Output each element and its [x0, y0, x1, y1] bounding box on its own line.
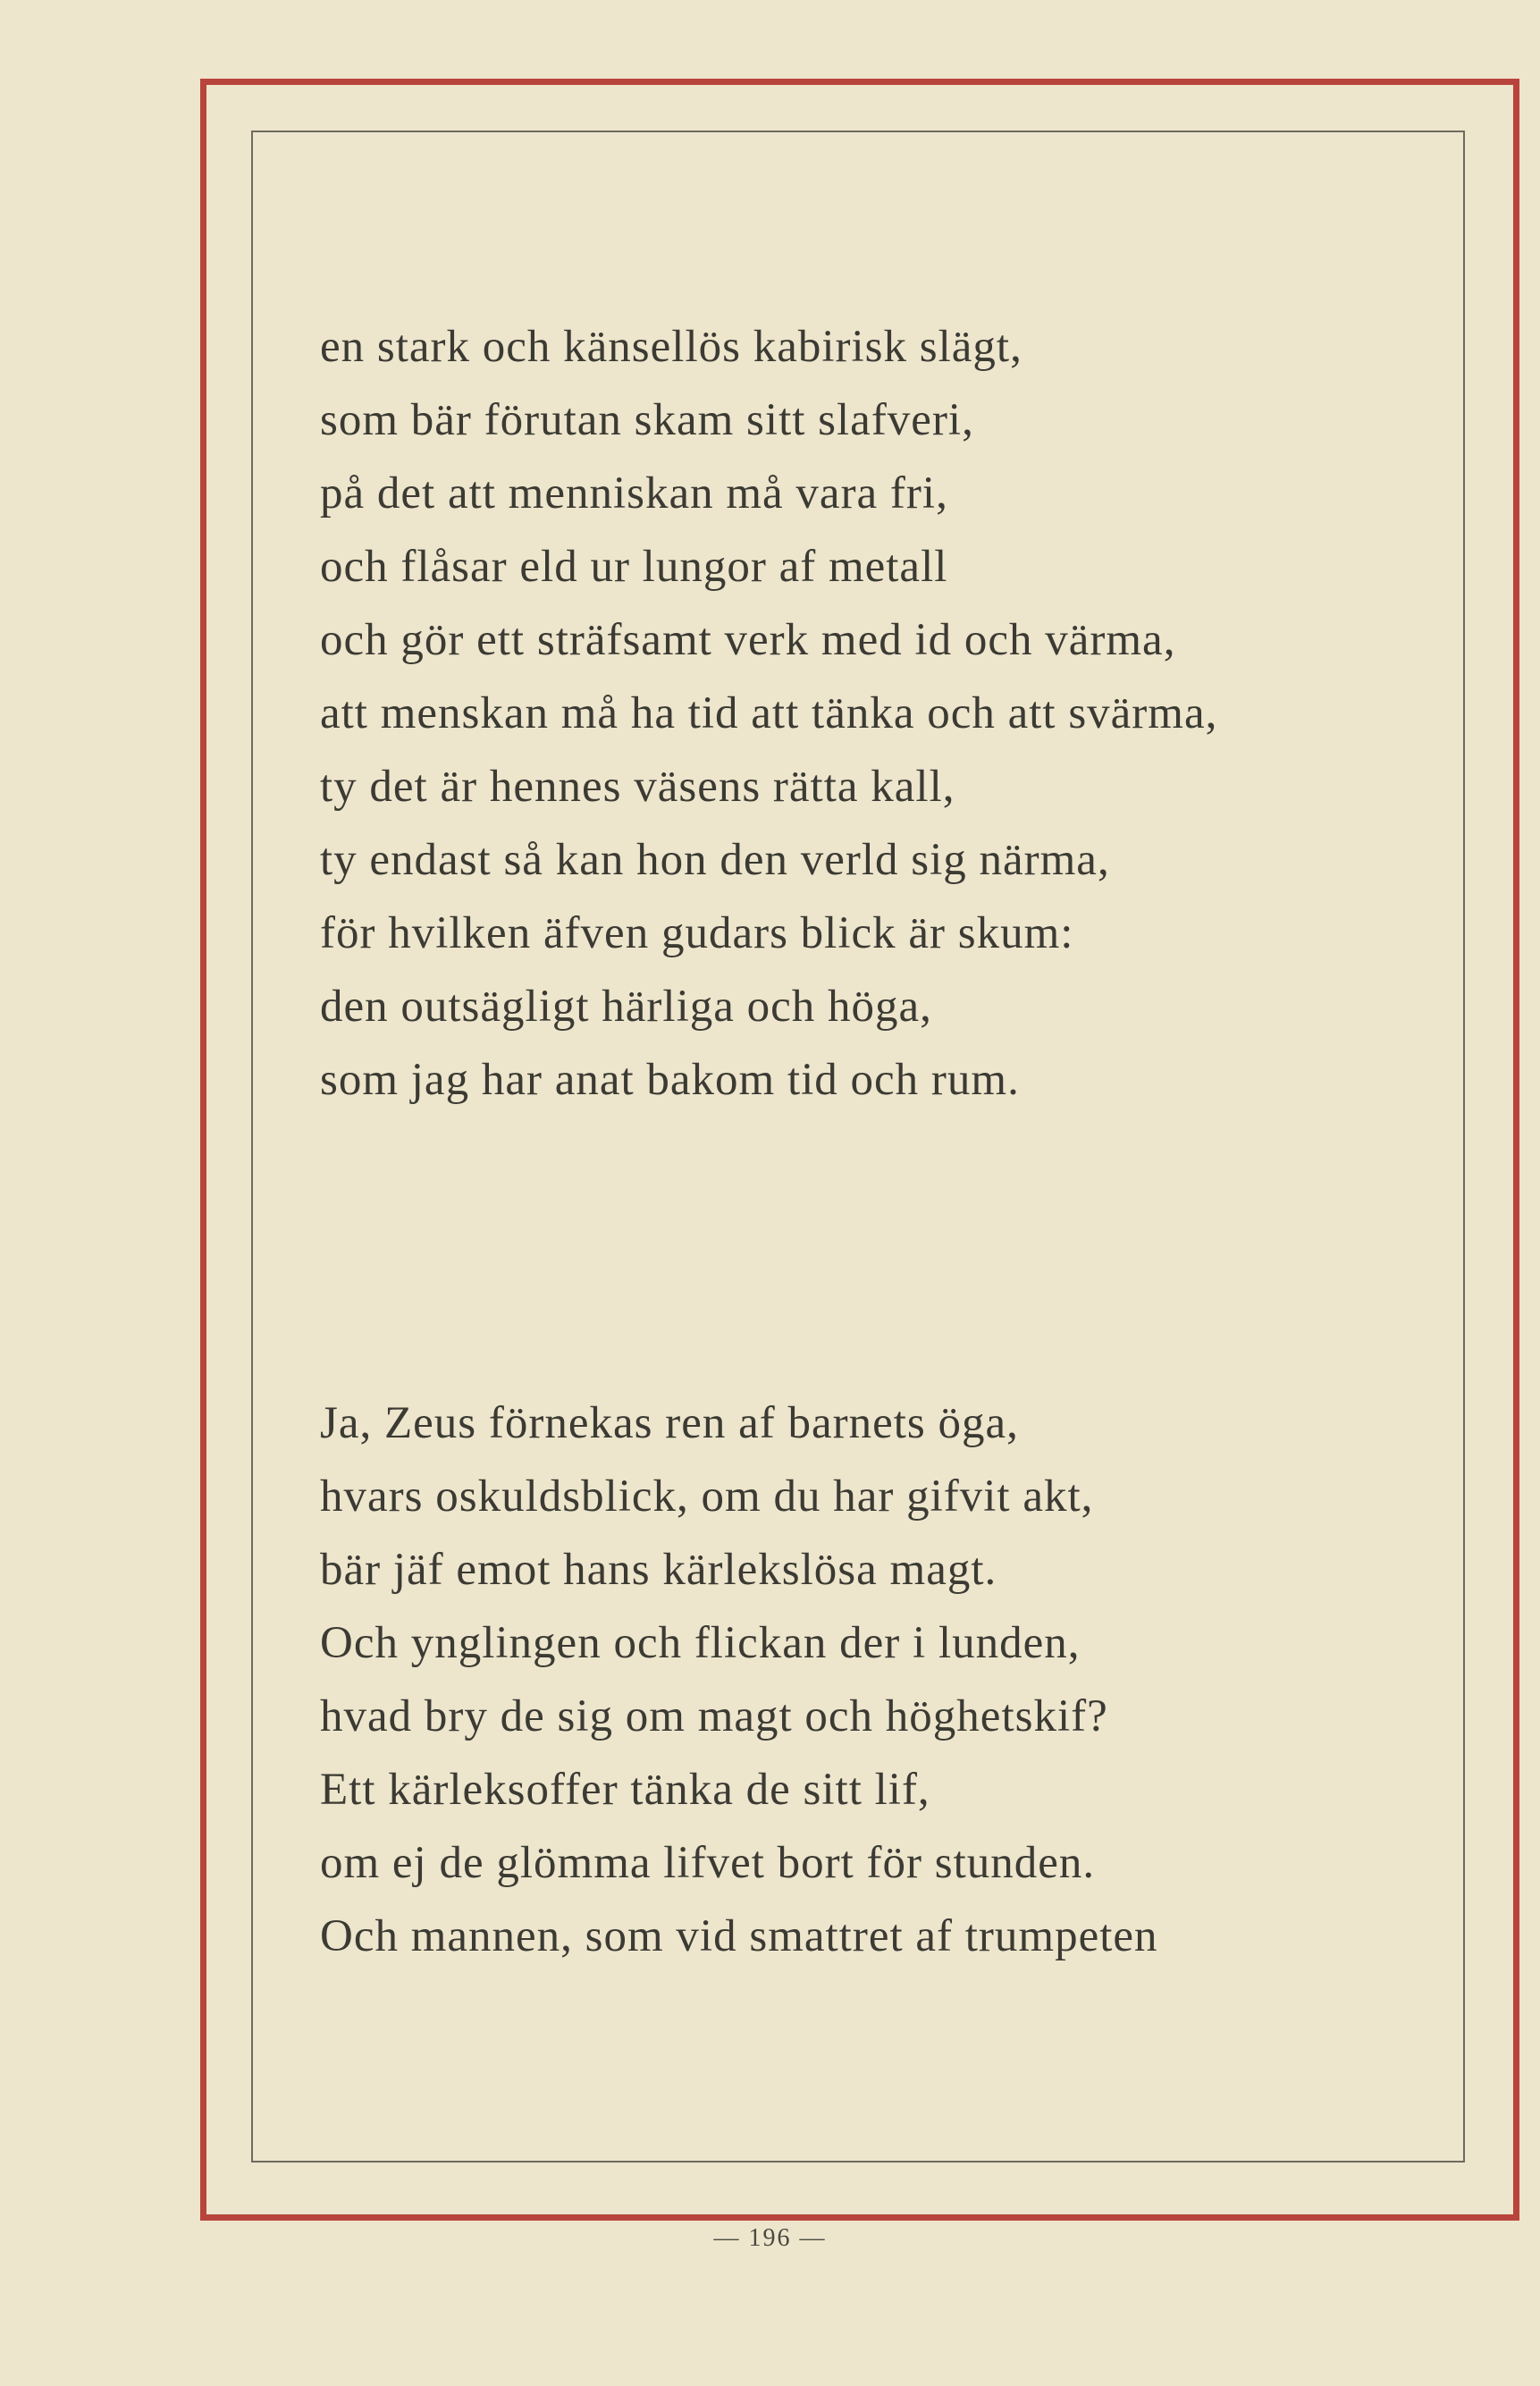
verse-line: och gör ett sträfsamt verk med id och värma, — [320, 615, 1176, 665]
verse-line: som jag har anat bakom tid och rum. — [320, 1055, 1020, 1105]
verse-line: på det att menniskan må vara fri, — [320, 468, 948, 519]
verse-line: den outsägligt härliga och höga, — [320, 982, 932, 1032]
page-number: — 196 — — [713, 2224, 827, 2252]
verse-line: bär jäf emot hans kärlekslösa magt. — [320, 1545, 997, 1595]
verse-line: ty endast så kan hon den verld sig närma, — [320, 835, 1110, 885]
verse-line: Ett kärleksoffer tänka de sitt lif, — [320, 1765, 930, 1815]
verse-line: Och ynglingen och flickan der i lunden, — [320, 1618, 1081, 1668]
verse-line: och flåsar eld ur lungor af metall — [320, 542, 948, 592]
verse-line: en stark och känsellös kabirisk slägt, — [320, 322, 1022, 372]
verse-line: Ja, Zeus förnekas ren af barnets öga, — [320, 1398, 1019, 1448]
verse-line: att menskan må ha tid att tänka och att svärma, — [320, 688, 1218, 738]
stanza-1 — [320, 310, 1217, 1117]
verse-line: hvars oskuldsblick, om du har gifvit akt, — [320, 1471, 1094, 1522]
verse-line: för hvilken äfven gudars blick är skum: — [320, 908, 1074, 958]
stanza-2 — [320, 1387, 1158, 1973]
verse-line: som bär förutan skam sitt slafveri, — [320, 395, 974, 445]
verse-line: om ej de glömma lifvet bort för stunden. — [320, 1838, 1096, 1888]
verse-line: hvad bry de sig om magt och höghetskif? — [320, 1691, 1108, 1741]
verse-line: ty det är hennes väsens rätta kall, — [320, 762, 955, 812]
verse-line: Och mannen, som vid smattret af trumpeten — [320, 1911, 1158, 1961]
